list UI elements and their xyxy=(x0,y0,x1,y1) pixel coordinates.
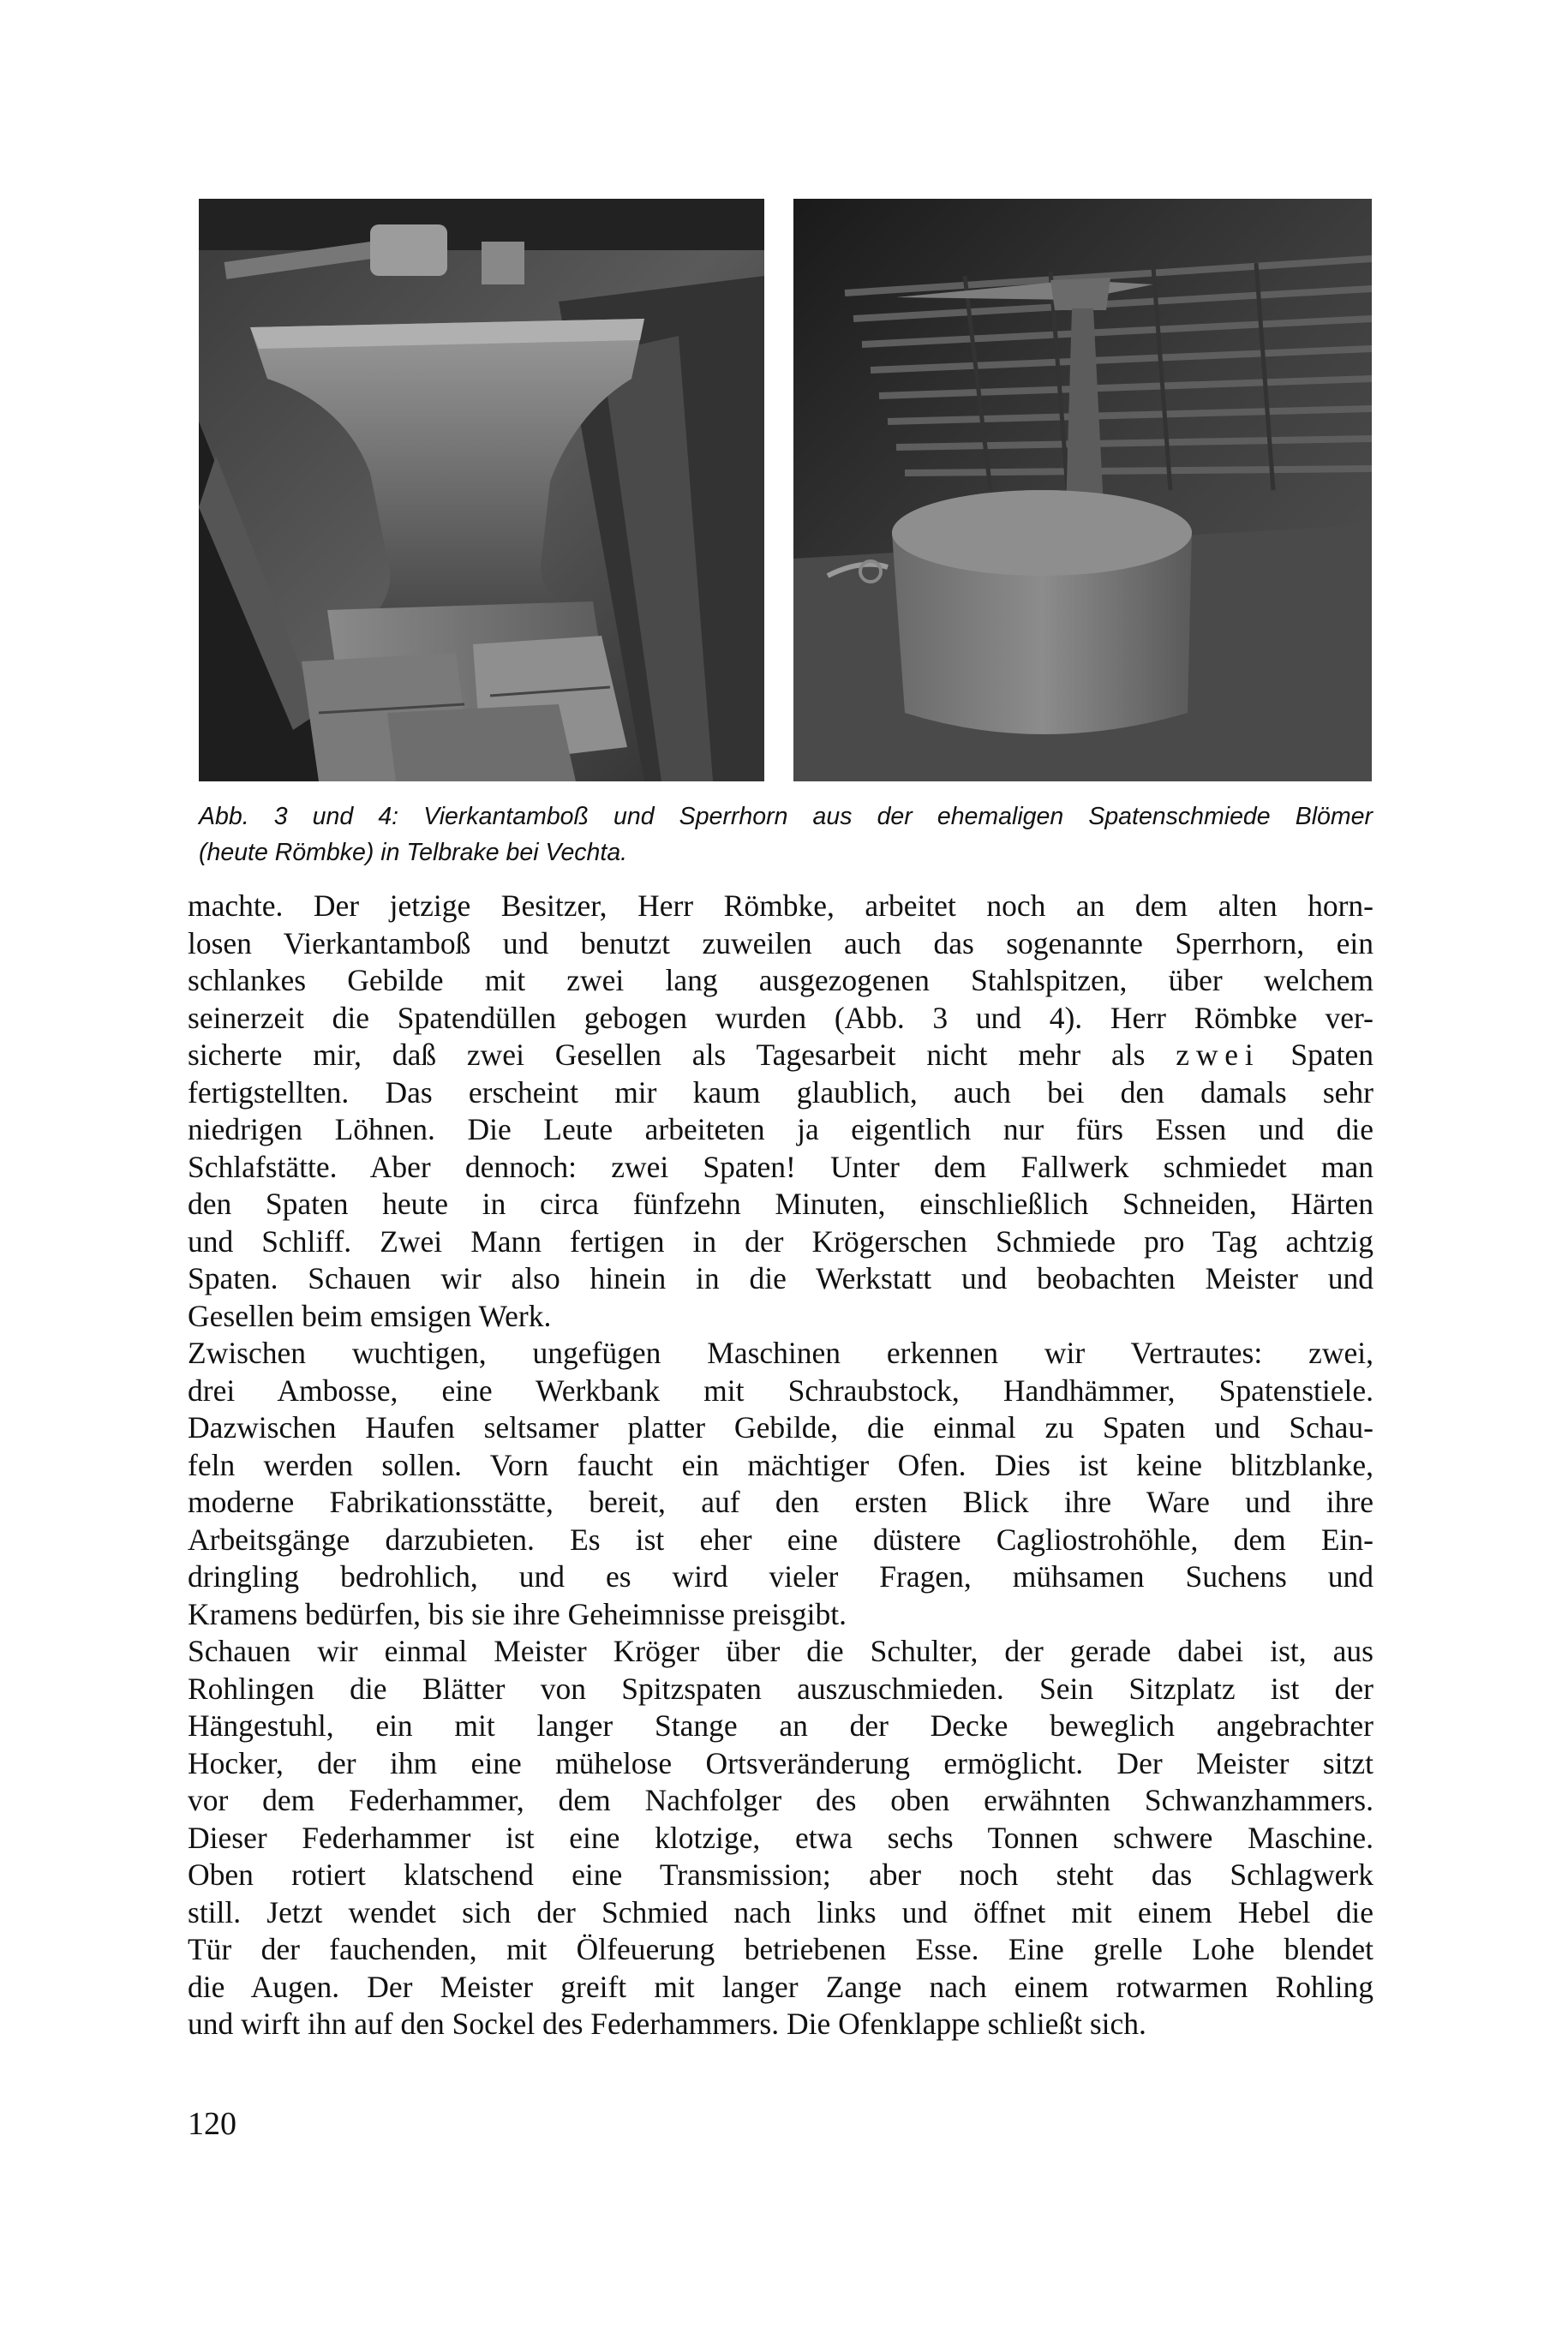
paragraph xyxy=(188,888,1373,1335)
text-line: Spaten. Schauen wir also hinein in die Werkstatt und beobachten Meister und xyxy=(188,1261,1373,1295)
figure-anvil-photo xyxy=(199,199,764,781)
text-line: Dieser Federhammer ist eine klotzige, etwa sechs Tonnen schwere Maschine. xyxy=(188,1820,1373,1855)
text-line: und wirft ihn auf den Sockel des Federhammers. Die Ofenklappe schließt sich. xyxy=(188,2007,1146,2041)
anvil-illustration xyxy=(199,199,764,781)
text-line: machte. Der jetzige Besitzer, Herr Römbke, arbeitet noch an dem alten horn- xyxy=(188,888,1373,923)
text-line: Schlafstätte. Aber dennoch: zwei Spaten! Unter dem Fallwerk schmiedet man xyxy=(188,1149,1373,1184)
text-line: feln werden sollen. Vorn faucht ein mächtiger Ofen. Dies ist keine blitzblanke, xyxy=(188,1447,1373,1482)
text-line: seinerzeit die Spatendüllen gebogen wurden (Abb. 3 und 4). Herr Römbke ver- xyxy=(188,1000,1373,1035)
text-line: Oben rotiert klatschend eine Transmission; aber noch steht das Schlagwerk xyxy=(188,1857,1373,1892)
text-line: Hocker, der ihm eine mühelose Ortsveränderung ermöglicht. Der Meister sitzt xyxy=(188,1745,1373,1780)
text-line: Dazwischen Haufen seltsamer platter Gebilde, die einmal zu Spaten und Schau- xyxy=(188,1410,1373,1445)
text-line: moderne Fabrikationsstätte, bereit, auf den ersten Blick ihre Ware und ihre xyxy=(188,1485,1373,1519)
paragraph xyxy=(188,1633,1373,2043)
body-text xyxy=(188,888,1373,2043)
text-line: losen Vierkantamboß und benutzt zuweilen auch das sogenannte Sperrhorn, ein xyxy=(188,925,1373,960)
text-line: und Schliff. Zwei Mann fertigen in der Krögerschen Schmiede pro Tag achtzig xyxy=(188,1223,1373,1259)
text-fragment: Spaten xyxy=(1260,1038,1373,1072)
text-line: Gesellen beim emsigen Werk. xyxy=(188,1298,552,1333)
text-line: den Spaten heute in circa fünfzehn Minuten, einschließlich Schneiden, Härten xyxy=(188,1187,1373,1221)
text-line: niedrigen Löhnen. Die Leute arbeiteten ja eigentlich nur fürs Essen und die xyxy=(188,1112,1373,1146)
text-line: schlankes Gebilde mit zwei lang ausgezogenen Stahlspitzen, über welchem xyxy=(188,963,1373,997)
text-line: drei Ambosse, eine Werkbank mit Schraubstock, Handhämmer, Spatenstiele. xyxy=(188,1373,1373,1408)
caption-line: (heute Römbke) in Telbrake bei Vechta. xyxy=(199,839,628,866)
text-line: Tür der fauchenden, mit Ölfeuerung betriebenen Esse. Eine grelle Lohe blendet xyxy=(188,1932,1373,1966)
caption-line: Abb. 3 und 4: Vierkantamboß und Sperrhorn aus der ehemaligen Spatenschmiede Blömer xyxy=(199,803,1373,830)
text-fragment: sicherte mir, daß zwei Gesellen als Tagesarbeit nicht mehr als xyxy=(188,1038,1176,1072)
text-line: dringling bedrohlich, und es wird vieler Fragen, mühsamen Suchens und xyxy=(188,1559,1373,1594)
page-number: 120 xyxy=(188,2106,236,2142)
text-line: Zwischen wuchtigen, ungefügen Maschinen erkennen wir Vertrautes: zwei, xyxy=(188,1336,1373,1370)
text-line: vor dem Federhammer, dem Nachfolger des oben erwähnten Schwanzhammers. xyxy=(188,1783,1373,1817)
figure-caption xyxy=(199,799,1373,870)
text-line: still. Jetzt wendet sich der Schmied nach links und öffnet mit einem Hebel die xyxy=(188,1894,1373,1929)
text-line xyxy=(188,1037,1373,1074)
sperrhorn-illustration xyxy=(793,199,1372,781)
text-line: Kramens bedürfen, bis sie ihre Geheimnisse preisgibt. xyxy=(188,1596,847,1631)
figure-sperrhorn-photo xyxy=(793,199,1372,781)
emphasized-word: zwei xyxy=(1176,1038,1260,1072)
paragraph xyxy=(188,1335,1373,1633)
text-line: die Augen. Der Meister greift mit langer Zange nach einem rotwarmen Rohling xyxy=(188,1969,1373,2004)
text-line: Arbeitsgänge darzubieten. Es ist eher eine düstere Cagliostrohöhle, dem Ein- xyxy=(188,1522,1373,1557)
text-line: fertigstellten. Das erscheint mir kaum glaublich, auch bei den damals sehr xyxy=(188,1074,1373,1110)
text-line: Schauen wir einmal Meister Kröger über die Schulter, der gerade dabei ist, aus xyxy=(188,1634,1373,1668)
text-line: Rohlingen die Blätter von Spitzspaten auszuschmieden. Sein Sitzplatz ist der xyxy=(188,1671,1373,1706)
text-line: Hängestuhl, ein mit langer Stange an der Decke beweglich angebrachter xyxy=(188,1708,1373,1743)
